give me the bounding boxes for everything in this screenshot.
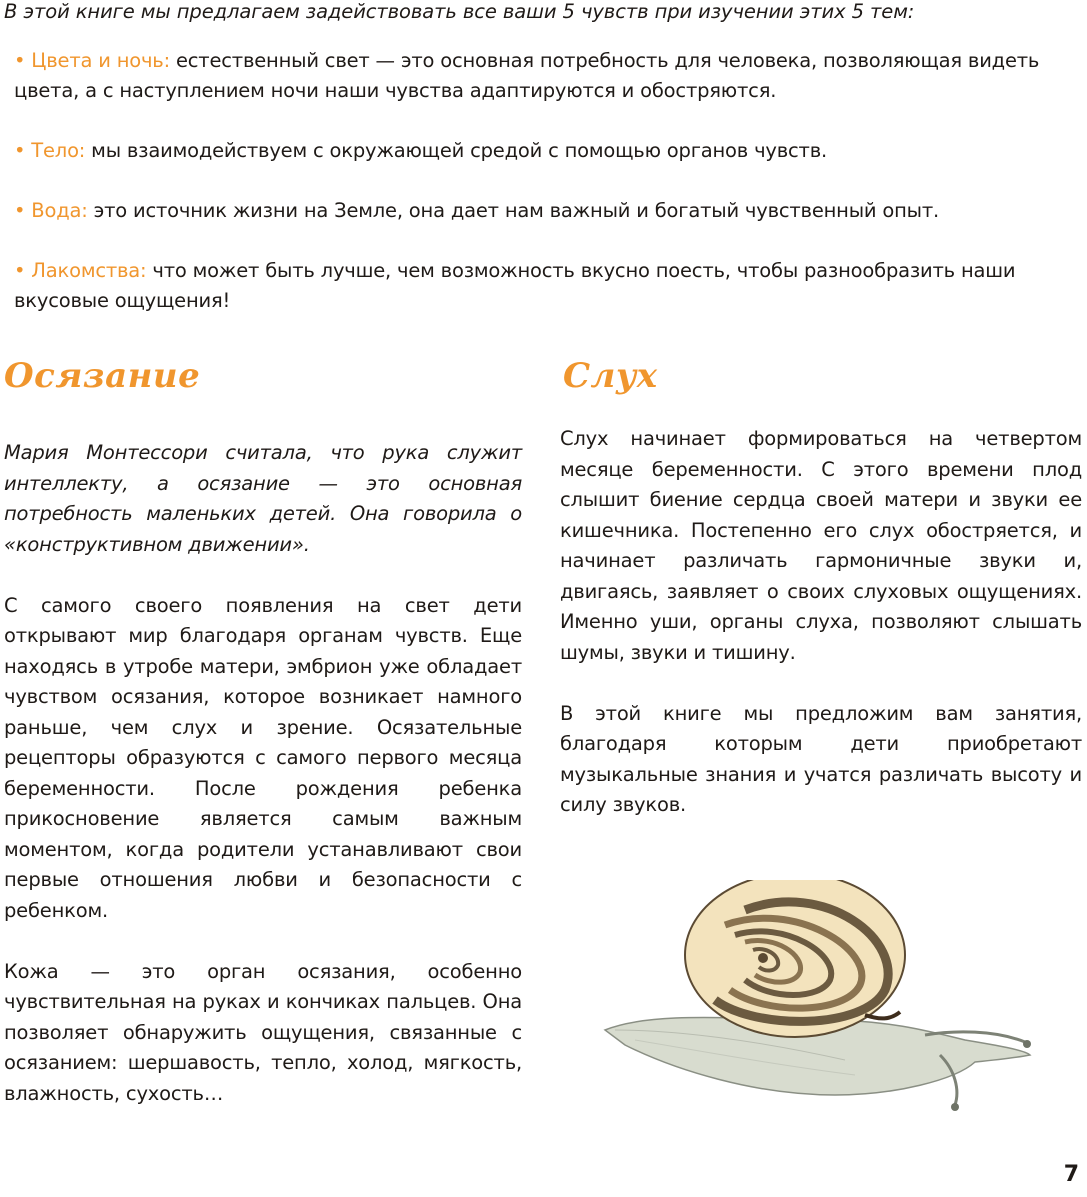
bullet-lead: • Лакомства: <box>14 259 147 282</box>
bullet-body <box>14 136 1079 166</box>
touch-paragraph-2: С самого своего появления на свет дети открывают мир благодаря органам чувств. Еще находясь в утробе матери, эмбрион уже обладает чувством осязания, которое возникает намного раньше, чем слух и зрение. Осязательные рецепторы образуются с самого первого месяца беременности. После рождения ребенка прикосновение является самым важным моментом, когда родители устанавливают свои первые отношения любви и безопасности с ребенком. <box>4 593 522 922</box>
snail-illustration <box>595 880 1045 1120</box>
bullet-text: естественный свет — это основная потребность для человека, позволяющая видеть цвета, а с наступлением ночи наши чувства адаптируются и обостряются. <box>14 49 1040 102</box>
hearing-paragraph-1: Слух начинает формироваться на четвертом месяце беременности. С этого времени плод слышит биение сердца своей матери и звуки ее кишечника. Постепенно его слух обостряется, и начинает различать гармоничные звуки и, двигаясь, заявляет о своих слуховых ощущениях. Именно уши, органы слуха, позволяют слышать шумы, звуки и тишину. <box>560 427 1082 664</box>
column-touch <box>4 438 522 1140</box>
bullet-lead: • Цвета и ночь: <box>14 49 170 72</box>
bullet-text: это источник жизни на Земле, она дает нам важный и богатый чувственный опыт. <box>87 199 940 222</box>
column-hearing <box>560 424 1082 851</box>
intro-line: В этой книге мы предлагаем задействовать все ваши 5 чувств при изучении этих 5 тем: <box>4 0 915 23</box>
heading-hearing: Слух <box>563 356 658 396</box>
bullet-treats <box>14 256 1079 316</box>
page-number: 7 <box>1063 1162 1079 1187</box>
hearing-paragraph-2: В этой книге мы предложим вам занятия, благодаря которым дети приобретают музыкальные знания и учатся различать высоту и силу звуков. <box>560 701 1082 816</box>
bullet-text: что может быть лучше, чем возможность вкусно поесть, чтобы разнообразить наши вкусовые ощущения! <box>14 259 1016 312</box>
bullet-lead: • Вода: <box>14 199 88 222</box>
touch-paragraph-3: Кожа — это орган осязания, особенно чувствительная на руках и кончиках пальцев. Она позволяет обнаружить ощущения, связанные с осязанием: шершавость, тепло, холод, мягкость, влажность, сухость… <box>4 959 522 1105</box>
heading-touch: Осязание <box>4 356 201 396</box>
touch-paragraph-1: Мария Монтессори считала, что рука служит интеллекту, а осязание — это основная потребность маленьких детей. Она говорила о «конструктивном движении». <box>4 441 522 556</box>
bullet-colors-night <box>14 46 1079 106</box>
bullet-text: мы взаимодействуем с окружающей средой с помощью органов чувств. <box>85 139 827 162</box>
bullet-water <box>14 196 1079 226</box>
bullet-lead: • Тело: <box>14 139 86 162</box>
